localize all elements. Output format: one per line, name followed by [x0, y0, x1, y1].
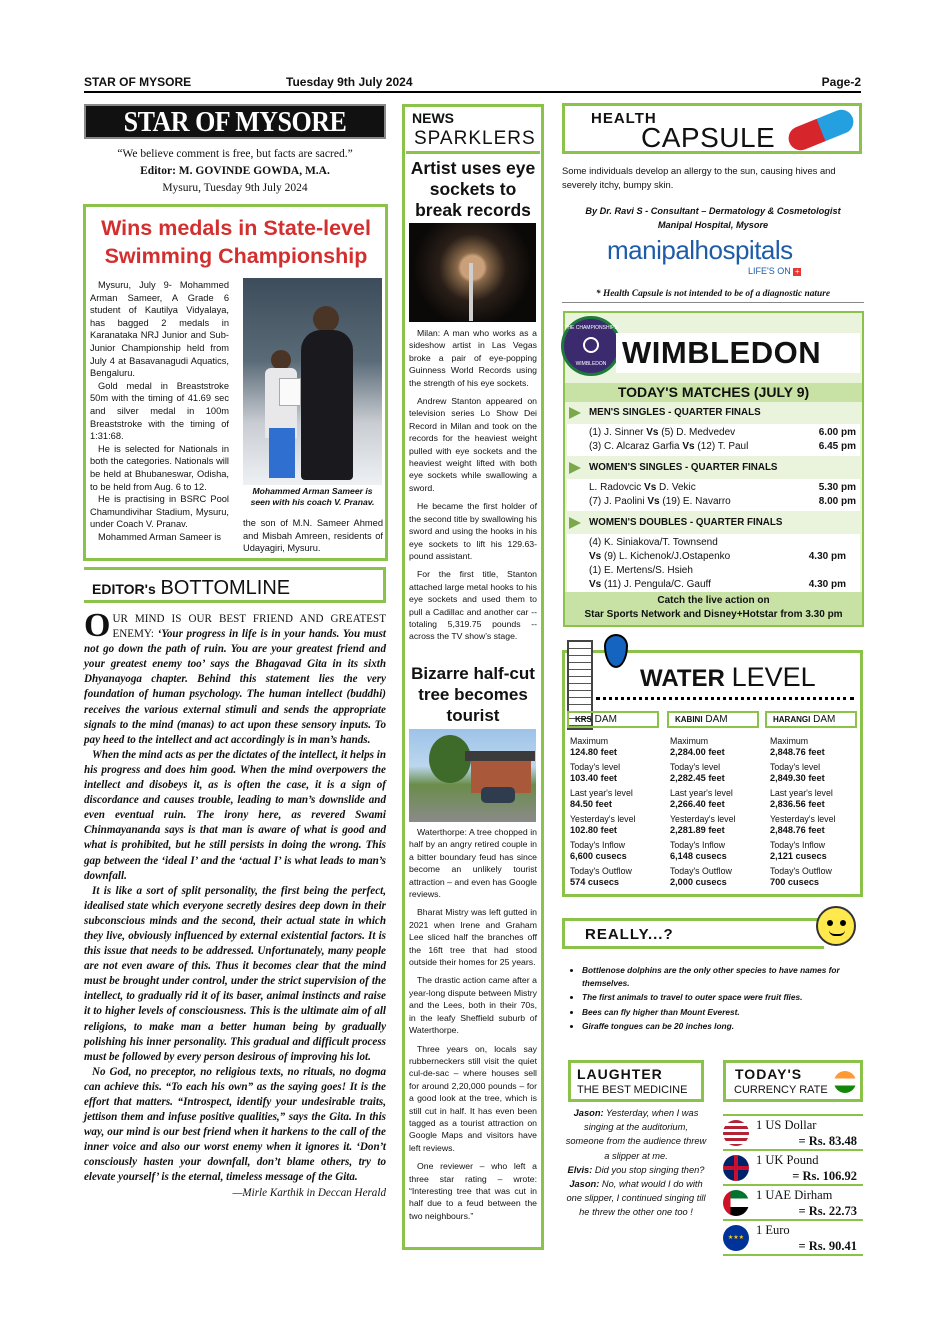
dam-stats-harangi	[770, 736, 862, 888]
player-b: (11) J. Pengula/C. Gauff	[604, 579, 711, 590]
news-article-1	[409, 327, 537, 643]
match-time: 8.00 pm	[818, 496, 856, 507]
masthead-banner	[84, 104, 386, 139]
match-time: 4.30 pm	[808, 579, 846, 590]
news-paragraph: He became the first holder of the second title by swallowing his sword and using the hooks in his eye sockets to lift his 129.63-pound assistant.	[409, 501, 537, 561]
bottomline-title: BOTTOMLINE	[160, 577, 291, 599]
match-row	[589, 550, 856, 564]
wimbledon-section	[567, 459, 860, 511]
player-b: (19) E. Navarro	[662, 496, 731, 507]
water-label: WATER	[640, 665, 725, 692]
swim-photo	[243, 278, 382, 485]
player-a: (1) E. Mertens/S. Hsieh	[589, 565, 693, 576]
broadcast-line-2: Star Sports Network and Disney+Hotstar from 3.30 pm	[584, 609, 843, 620]
masthead-editor: Editor: M. GOVINDE GOWDA, M.A.	[140, 165, 330, 177]
triangle-icon	[569, 517, 581, 529]
dam-stats-kabini	[670, 736, 765, 888]
swim-headline: Wins medals in State-level Swimming Championship	[101, 216, 371, 268]
stat-value: 700 cusecs	[770, 877, 820, 887]
health-doctor: By Dr. Ravi S - Consultant – Dermatology & Cosmetologist	[585, 206, 841, 216]
speaker: Jason:	[573, 1108, 604, 1118]
divider	[562, 302, 864, 303]
dam-header-krs	[567, 711, 659, 728]
list-item: • Giraffe tongues can be 20 inches long.	[582, 1020, 864, 1033]
masthead-info	[84, 146, 386, 197]
news-article-2	[409, 826, 537, 1222]
section-title-text: MEN'S SINGLES - QUARTER FINALS	[589, 407, 761, 418]
stat-value: 102.80 feet	[570, 825, 617, 835]
stat-label: Today's Inflow	[570, 840, 625, 850]
stat-value: 574 cusecs	[570, 877, 620, 887]
news-photo-tree	[409, 729, 536, 822]
masthead-dateline: Mysuru, Tuesday 9th July 2024	[162, 182, 308, 194]
swim-paragraph: the son of M.N. Sameer Ahmed and Misbah Amreen, residents of Udayagiri, Mysuru.	[243, 518, 383, 554]
currency-list	[723, 1114, 863, 1256]
sparklers-label: SPARKLERS	[414, 128, 536, 149]
manipal-logo: manipalhospitals	[607, 235, 793, 265]
news-paragraph: Bharat Mistry was left gutted in 2021 when Irene and Graham Lee sliced half the branches off the 16ft tree that had stood outside their homes for 25 years.	[409, 907, 537, 968]
plus-icon: +	[794, 267, 800, 276]
stat-label: Last year's level	[570, 788, 633, 798]
health-hospital: Manipal Hospital, Mysore	[657, 220, 769, 230]
vs-label: Vs	[644, 482, 657, 493]
stat-label: Yesterday's level	[670, 814, 736, 824]
pill-icon	[785, 106, 857, 154]
badge-text-top: THE CHAMPIONSHIPS	[564, 325, 618, 331]
section-title-text: WOMEN'S DOUBLES - QUARTER FINALS	[589, 517, 783, 528]
bottomline-header	[84, 567, 386, 603]
wimbledon-section	[567, 514, 860, 594]
bottomline-dropcap: O	[84, 607, 111, 644]
bottomline-body	[84, 607, 386, 1201]
stat-value: 2,000 cusecs	[670, 877, 727, 887]
currency-header	[723, 1060, 863, 1102]
stat-label: Yesterday's level	[770, 814, 836, 824]
match-time: 6.00 pm	[818, 427, 856, 438]
stat-value: 84.50 feet	[570, 799, 612, 809]
match-row	[589, 495, 856, 509]
currency-row	[723, 1186, 863, 1221]
stat-label: Today's level	[570, 762, 621, 772]
player-a: L. Radovcic	[589, 482, 642, 493]
currency-row	[723, 1151, 863, 1186]
manipal-tagline-text: LIFE'S ON	[748, 266, 791, 276]
dam-header-harangi	[765, 711, 857, 728]
news-photo-sword	[409, 223, 536, 322]
dam-label: DAM	[594, 714, 617, 725]
stat-label: Last year's level	[770, 788, 833, 798]
dam-label: DAM	[813, 714, 836, 725]
match-row	[589, 426, 856, 440]
news-sparklers-header	[406, 108, 540, 154]
wimbledon-badge	[561, 316, 621, 376]
stat-label: Today's Inflow	[770, 840, 825, 850]
stat-label: Last year's level	[670, 788, 733, 798]
stat-value: 2,848.76 feet	[770, 825, 825, 835]
really-header	[562, 918, 824, 949]
currency-name: 1 UK Pound	[756, 1153, 819, 1167]
stat-label: Today's Inflow	[670, 840, 725, 850]
laughter-header	[568, 1060, 704, 1102]
player-b: (5) D. Medvedev	[661, 427, 736, 438]
bottomline-text: ‘Your progress in life is in your hands. You must not go down the path of ruin. You are your greatest friend and your greatest enemy too’ says the Bhagavad Gita in its sixth Dhyanayoga chapter. Behind this statement lies the very foundation of human psychology. The human intellect (buddhi) receives the various external stimuli and sends the appropriate signals to the mind (manas) to act upon these sensory inputs. To pay heed to the intellect and act accordingly is in man’s hands.	[84, 628, 386, 746]
health-header	[562, 103, 862, 154]
laughter-joke	[564, 1106, 708, 1220]
manipal-tagline	[748, 266, 801, 276]
bottomline-paragraph: No God, no preceptor, no religious texts, no rituals, no dogma can achieve this. “To each his own” as the saying goes! It is the effort that matters. “Introspect, identify your undesirable traits, jettison them and infuse positive qualities,” says the Gita. In this way, our mind is our best friend when it harkens to the call of the inner voice and also our worst enemy when it ignores it. ‘Don’t consciously hasten your downfall, don’t blame others, try to elevate yourself’ is the eternal, timeless message of the Gita.	[84, 1065, 386, 1184]
player-a: (4) K. Siniakova/T. Townsend	[589, 537, 718, 548]
bulb-icon	[816, 906, 856, 946]
health-label: HEALTH	[591, 110, 657, 127]
vs-label: Vs	[682, 441, 695, 452]
joke-line: Yesterday, when I was singing at the auditorium, someone from the audience threw a slipper at me.	[565, 1108, 707, 1161]
health-disclaimer: * Health Capsule is not intended to be of a diagnostic nature	[595, 289, 831, 299]
news-paragraph: Milan: A man who works as a sideshow artist in Las Vegas broke a pair of eye-popping Guinness World Records using the strength of his eye sockets.	[409, 328, 537, 388]
news-headline-2: Bizarre half-cut tree becomes tourist	[411, 664, 535, 725]
joke-line: Did you stop singing then?	[594, 1164, 705, 1175]
stat-label: Today's Outflow	[570, 866, 632, 876]
currency-row	[723, 1221, 863, 1256]
match-row	[589, 578, 856, 592]
list-item: • Bees can fly higher than Mount Everest.	[582, 1006, 864, 1019]
stat-label: Today's Outflow	[770, 866, 832, 876]
news-paragraph: One reviewer – who left a three star rating – wrote: “Interesting tree that was cut in half due to a feud between the two neighbours.”	[409, 1161, 537, 1221]
player-b: D. Vekic	[659, 482, 696, 493]
dam-name: KRS	[575, 715, 592, 724]
vs-label: Vs	[589, 551, 602, 562]
stat-label: Today's Outflow	[670, 866, 732, 876]
speaker: Elvis:	[567, 1164, 593, 1175]
stat-label: Maximum	[570, 736, 609, 746]
wimbledon-section	[567, 404, 860, 456]
triangle-icon	[569, 407, 581, 419]
uae-flag-icon	[723, 1190, 749, 1216]
swim-paragraph: Gold medal in Breaststroke 50m with the timing of 41.69 sec and silver medal in 100m Breaststroke with the timing of 1:31:68.	[90, 380, 229, 442]
swim-paragraph: Mohammed Arman Sameer is	[98, 531, 221, 542]
player-a: (1) J. Sinner	[589, 427, 644, 438]
vs-label: Vs	[646, 427, 659, 438]
dam-stats-krs	[570, 736, 665, 888]
joke-line: No, what would I do with one slipper, I continued singing till he threw the other one too !	[566, 1179, 706, 1218]
bottomline-paragraph: It is like a sort of split personality, the first being the perfect, idealised state which everyone secretly desires deep down in their subconscious minds and the second, their actual state in which they live, obviously influenced by external existential factors. It is this issue that needs to be addressed. Unfortunately, many people are not even aware of this. Thus it becomes clear that the mind must be brought under control, under the strict supervision of the intellect, to gradually rid it of its baser, animal instincts and raise it to higher levels of consciousness. This is the ultimate aim of all religions, to make man a better human being by gradually polishing his inner personality. This gradual and difficult process must be followed by every person desirous of improving his lot.	[84, 884, 386, 1063]
currency-value: = Rs. 22.73	[798, 1204, 857, 1218]
laughter-title: LAUGHTER	[577, 1066, 663, 1082]
swim-paragraph: He is practising in BSRC Pool Chamundivihar Stadium, Mysuru, under Coach V. Pranav.	[90, 494, 229, 530]
wimbledon-title: WIMBLEDON	[616, 333, 860, 373]
news-paragraph: The drastic action came after a year-long dispute between Mistry and the Lees, both in their 70s, in the leafy Sheffield suburb of Waterthorpe.	[409, 975, 537, 1036]
currency-row	[723, 1116, 863, 1151]
news-paragraph: Three years on, locals say rubberneckers still visit the quiet cul-de-sac – where houses sell for around 2,20,000 pounds – for a good look at the tree, which is still cut in half. It has even been tagged as a tourist attraction on Google Maps and visitors have left reviews.	[409, 1043, 537, 1153]
header-page-number: Page-2	[821, 75, 861, 89]
news-paragraph: For the first title, Stanton attached large metal hooks to his eye sockets and used them to pull a Cadillac and another car -- totaling 5,319.75 pounds -- across the TV show’s stage.	[409, 569, 537, 642]
currency-title: TODAY'S	[735, 1066, 803, 1082]
match-time: 5.30 pm	[818, 482, 856, 493]
tennis-rackets-icon	[583, 337, 599, 353]
bottomline-lead: UR MIND IS OUR BEST FRIEND AND GREATEST ENEMY:	[112, 613, 386, 641]
vs-label: Vs	[647, 496, 660, 507]
stat-label: Today's level	[670, 762, 721, 772]
header-date: Tuesday 9th July 2024	[286, 75, 413, 89]
bottomline-paragraph	[84, 607, 386, 748]
swim-photo-caption: Mohammed Arman Sameer is seen with his coach V. Pranav.	[250, 486, 375, 507]
player-b: (12) T. Paul	[697, 441, 749, 452]
currency-name: 1 Euro	[756, 1223, 790, 1237]
eu-flag-icon: ★★★	[723, 1225, 749, 1251]
uk-flag-icon	[723, 1155, 749, 1181]
currency-name: 1 UAE Dirham	[756, 1188, 833, 1202]
stat-value: 124.80 feet	[570, 747, 617, 757]
stat-value: 2,121 cusecs	[770, 851, 827, 861]
match-time: 4.30 pm	[808, 551, 846, 562]
dam-header-kabini	[667, 711, 759, 728]
currency-name: 1 US Dollar	[756, 1118, 817, 1132]
swim-body-col1	[90, 279, 229, 543]
player-b: (9) L. Kichenok/J.Ostapenko	[604, 551, 731, 562]
dam-name: KABINI	[675, 715, 703, 724]
wimbledon-footer	[565, 592, 862, 625]
news-headline-1: Artist uses eye sockets to break records	[410, 158, 536, 220]
currency-subtitle: CURRENCY RATE	[734, 1084, 828, 1096]
triangle-icon	[569, 462, 581, 474]
list-item: • Bottlenose dolphins are the only other species to have names for themselves.	[582, 964, 864, 989]
section-title-text: WOMEN'S SINGLES - QUARTER FINALS	[589, 462, 778, 473]
list-item: • The first animals to travel to outer space were fruit flies.	[582, 991, 864, 1004]
match-row	[589, 481, 856, 495]
currency-value: = Rs. 83.48	[798, 1134, 857, 1148]
currency-value: = Rs. 90.41	[798, 1239, 857, 1253]
player-a: (3) C. Alcaraz Garfia	[589, 441, 680, 452]
page-header	[84, 75, 861, 93]
match-row	[589, 440, 856, 454]
news-paragraph: Andrew Stanton appeared on television series Lo Show Dei Record in Milan and took on the records for the heaviest weight pulled with eye sockets and the heaviest weight lifted with both eye sockets while swallowing a sword.	[409, 396, 537, 493]
currency-value: = Rs. 106.92	[792, 1169, 857, 1183]
really-title: REALLY...?	[585, 926, 674, 943]
stat-label: Maximum	[670, 736, 709, 746]
level-label: LEVEL	[731, 662, 816, 692]
stat-label: Yesterday's level	[570, 814, 636, 824]
swim-paragraph: Mysuru, July 9- Mohammed Arman Sameer, A Grade 6 student of Kautilya Vidyalaya, has bagged 2 medals in Karanataka NRJ Junior and Sub-Junior Championship held from July 4 at Basavanagudi Aquatics, Bengaluru.	[90, 280, 229, 379]
stat-value: 6,148 cusecs	[670, 851, 727, 861]
capsule-label: CAPSULE	[641, 122, 776, 153]
vs-label: Vs	[589, 579, 602, 590]
header-paper-name: STAR OF MYSORE	[84, 75, 192, 89]
bottomline-paragraph: When the mind acts as per the dictates of the intellect, it helps in his progress and does him good. When the mind overpowers the intellect and disobeys it, as is often the case, it is a sign of discordance and causes trouble, leading to man’s downslide and even eventual ruin. The irony here, as revered Swami Chinmayananda says is that man is aware of what is good and what is prohibited, but he still persists in doing the wrong. This gap between the ‘ideal I’ and the ‘actual I’ is what leads to man’s downfall.	[84, 748, 386, 882]
bottomline-label: EDITOR's	[92, 581, 156, 597]
swim-body-col2	[243, 517, 383, 555]
wimbledon-section-title	[567, 514, 860, 532]
dam-label: DAM	[705, 714, 728, 725]
health-text: Some individuals develop an allergy to the sun, causing hives and severely itchy, bumpy skin.	[562, 165, 836, 190]
water-title	[640, 662, 816, 693]
swim-paragraph: He is selected for Nationals in both the categories. Nationals will be held at Bhubaneswar, Odisha, to be held from Aug. 6 to 12.	[90, 443, 229, 492]
stat-value: 6,600 cusecs	[570, 851, 627, 861]
us-flag-icon	[723, 1120, 749, 1146]
speaker: Jason:	[569, 1179, 600, 1190]
laughter-subtitle: THE BEST MEDICINE	[577, 1084, 688, 1096]
news-label: NEWS	[412, 110, 454, 126]
stat-value: 2,282.45 feet	[670, 773, 725, 783]
stat-value: 2,849.30 feet	[770, 773, 825, 783]
badge-text-bottom: WIMBLEDON	[575, 361, 607, 367]
stat-value: 2,284.00 feet	[670, 747, 725, 757]
stat-value: 2,836.56 feet	[770, 799, 825, 809]
health-byline	[562, 204, 864, 232]
masthead-title: STAR OF MYSORE	[123, 105, 347, 138]
news-paragraph: Waterthorpe: A tree chopped in half by an angry retired couple in a bitter boundary feud has since become an unlikely tourist attraction – and even has Google reviews.	[409, 827, 537, 900]
really-list	[572, 964, 864, 1033]
stat-value: 2,266.40 feet	[670, 799, 725, 809]
stat-value: 2,848.76 feet	[770, 747, 825, 757]
broadcast-line-1: Catch the live action on	[657, 595, 770, 606]
wimbledon-section-title	[567, 459, 860, 477]
match-time: 6.45 pm	[818, 441, 856, 452]
bottomline-credit: —Mirle Karthik in Deccan Herald	[232, 1186, 386, 1199]
india-flag-icon	[834, 1071, 856, 1093]
dam-name: HARANGI	[773, 715, 811, 724]
stat-value: 2,281.89 feet	[670, 825, 725, 835]
masthead-motto: “We believe comment is free, but facts are sacred.”	[117, 148, 353, 160]
wimbledon-section-title	[567, 404, 860, 422]
stat-label: Today's level	[770, 762, 821, 772]
stat-value: 103.40 feet	[570, 773, 617, 783]
stat-label: Maximum	[770, 736, 809, 746]
wimbledon-subtitle: TODAY'S MATCHES (JULY 9)	[565, 383, 862, 402]
player-a: (7) J. Paolini	[589, 496, 645, 507]
